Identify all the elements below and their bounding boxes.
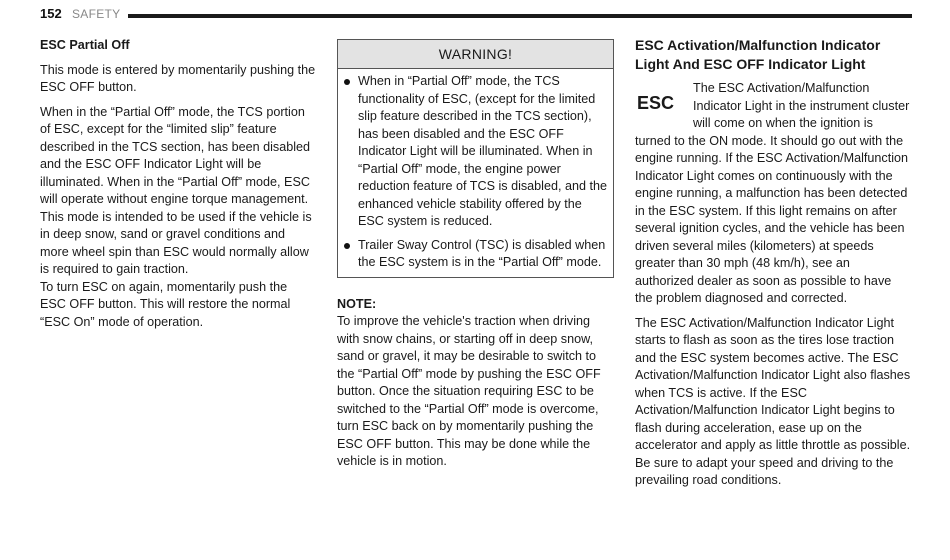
column-middle [337,39,614,471]
warning-box [337,39,614,278]
warning-title: WARNING! [338,40,613,69]
indicator-light-heading: ESC Activation/Malfunction Indicator Light And ESC OFF Indicator Light [635,37,881,72]
warning-item [344,73,607,231]
section-title: SAFETY [72,7,121,21]
warning-list [338,69,613,277]
column-right [635,36,911,497]
esc-indicator-icon: ESC [637,93,675,113]
page-header [40,6,912,24]
paragraph: The ESC Activation/Malfunction Indicator Light starts to flash as soon as the tires lose traction and the ESC system becomes active. The ESC Activation/Malfunction Indicator Light also flashes when TCS is active. If the ESC Activation/Malfunction Indicator Light begins to flash during acceleration, ease up on the accelerator and apply as little throttle as possible. Be sure to adapt your speed and driving to the prevailing road conditions. [635,315,911,487]
warning-item-text: Trailer Sway Control (TSC) is disabled when the ESC system is in the “Partial Off” mode. [358,237,606,269]
bullet-icon [344,79,350,85]
page-number: 152 [40,6,62,21]
column-left [40,37,316,338]
paragraph: This mode is entered by momentarily pushing the ESC OFF button. [40,62,316,94]
paragraph: The ESC Activation/Malfunction Indicator Light in the instrument cluster will come on when the ignition is turned to the ON mode. It should go out with the engine running. If the ESC Activation/Malfunction Indicator Light comes on continuously with the engine running, a malfunction has been detected in the ESC system. If this light remains on after several ignition cycles, and the vehicle has been driven several miles (kilometers) at speeds greater than 30 mph (48 km/h), see an authorized dealer as soon as possible to have the problem diagnosed and corrected. [635,81,910,305]
header-rule [128,14,912,18]
paragraph: To turn ESC on again, momentarily push the ESC OFF button. This will restore the normal “ESC On” mode of operation. [40,279,291,329]
note-text: To improve the vehicle's traction when driving with snow chains, or starting off in deep snow, sand or gravel, it may be desirable to switch to the “Partial Off” mode by pushing the ESC OFF button. Once the situation requiring ESC to be switched to the “Partial Off” mode is overcome, turn ESC back on by momentarily pushing the ESC OFF button. This may be done while the vehicle is in motion. [337,314,601,468]
note-title: NOTE: [337,296,377,311]
paragraph: When in the “Partial Off” mode, the TCS portion of ESC, except for the “limited slip” feature described in the TCS section, has been disabled and the ESC OFF Indicator Light will be illuminated. When in the “Partial Off” mode, ESC will operate without engine torque management. This mode is intended to be used if the vehicle is in deep snow, sand or gravel conditions and more wheel spin than ESC would normally allow is required to gain traction. [40,104,312,276]
warning-item-text: When in “Partial Off” mode, the TCS functionality of ESC, (except for the limited slip feature described in the TCS section), has been disabled and the ESC OFF Indicator Light will be illuminated. When in “Partial Off” mode, the engine power reduction feature of TCS is disabled, and the enhanced vehicle stability offered by the ESC system is reduced. [358,74,607,228]
warning-item [344,237,607,272]
bullet-icon [344,243,350,249]
esc-partial-off-heading: ESC Partial Off [40,38,130,52]
